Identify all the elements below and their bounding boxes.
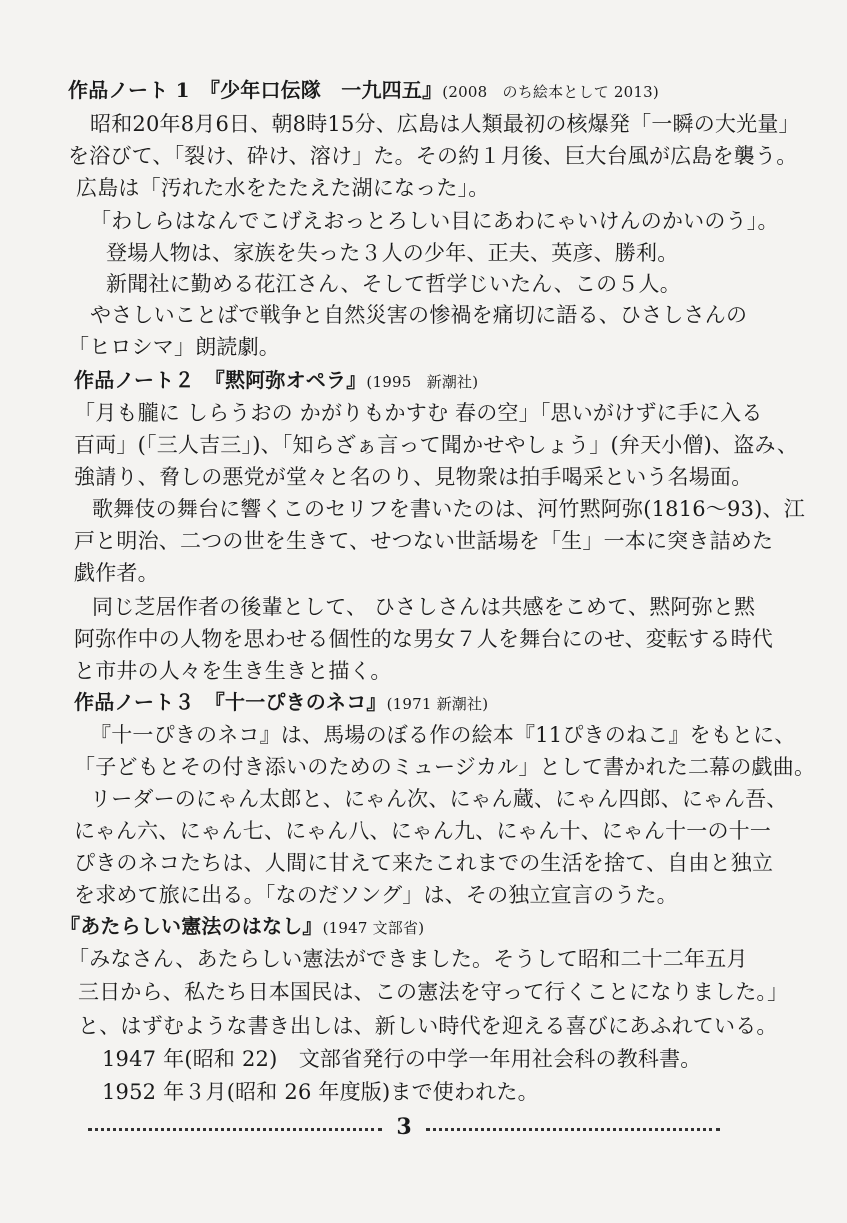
note-1-line: 広島は「汚れた水をたたえた湖になった」。 (76, 176, 490, 200)
note-2-line: 強請り、脅しの悪党が堂々と名のり、見物衆は拍手喝采という名場面。 (74, 465, 753, 489)
constitution-line: 1947 年(昭和 22) 文部省発行の中学一年用社会科の教科書。 (102, 1047, 702, 1071)
note-3-line: リーダーのにゃん太郎と、にゃん次、にゃん蔵、にゃん四郎、にゃん吾、 (90, 787, 788, 811)
note-3-line: を求めて旅に出る。「なのだソング」は、その独立宣言のうた。 (74, 883, 678, 907)
note-3-line: にゃん六、にゃん七、にゃん八、にゃん九、にゃん十、にゃん十一の十一 (74, 819, 772, 843)
constitution-line: と、はずむような書き出しは、新しい時代を迎える喜びにあふれている。 (78, 1014, 778, 1038)
note-1-heading (68, 76, 659, 106)
note-2-heading (74, 366, 478, 396)
note-1-line: 「わしらはなんでこげえおっとろしい目にあわにゃいけんのかいのう」。 (90, 209, 779, 233)
constitution-line: 三日から、私たち日本国民は、この憲法を守って行くことになりました。」 (78, 980, 789, 1004)
note-2-subtitle: (1995 新潮社) (366, 373, 479, 391)
constitution-heading (60, 912, 424, 942)
note-2-line: 同じ芝居作者の後輩として、 ひさしさんは共感をこめて、黙阿弥と黙 (92, 595, 756, 619)
footer-dotted-rule-left (88, 1128, 382, 1131)
note-3-heading (74, 688, 488, 718)
note-2-line: 百両」(「三人吉三」)、「知らざぁ言って聞かせやしょう」(弁天小僧)、盗み、 (74, 433, 799, 457)
constitution-line: 「みなさん、あたらしい憲法ができました。そうして昭和二十二年五月 (68, 947, 748, 971)
note-1-line: を浴びて、「裂け、砕け、溶け」た。その約１月後、巨大台風が広島を襲う。 (68, 144, 798, 168)
note-2-line: 歌舞伎の舞台に響くこのセリフを書いたのは、河竹黙阿弥(1816〜93)、江 (92, 497, 805, 521)
page-footer (88, 1112, 720, 1142)
note-2-line: 戸と明治、二つの世を生きて、せつない世話場を「生」一本に突き詰めた (74, 529, 774, 553)
note-3-line: ぴきのネコたちは、人間に甘えて来たこれまでの生活を捨て、自由と独立 (74, 851, 774, 875)
note-2-title: 作品ノート２ 『黙阿弥オペラ』 (74, 368, 367, 392)
note-1-line: 登場人物は、家族を失った３人の少年、正夫、英彦、勝利。 (106, 241, 679, 265)
constitution-line: 1952 年３月(昭和 26 年度版)まで使われた。 (102, 1080, 539, 1104)
page-number: 3 (396, 1114, 412, 1140)
constitution-title: 『あたらしい憲法のはなし』 (60, 914, 323, 938)
note-1-line: 「ヒロシマ」朗読劇。 (68, 335, 280, 359)
constitution-subtitle: (1947 文部省) (322, 919, 425, 937)
note-2-line: 戯作者。 (74, 561, 159, 585)
note-1-line: やさしいことばで戦争と自然災害の惨禍を痛切に語る、ひさしさんの (90, 303, 748, 327)
note-1-line: 昭和20年8月6日、朝8時15分、広島は人類最初の核爆発「一瞬の大光量」 (90, 112, 800, 136)
note-3-title: 作品ノート３ 『十一ぴきのネコ』 (74, 690, 387, 714)
note-2-line: 「月も朧に しらうおの かがりもかすむ 春の空」「思いがけずに手に入る (74, 401, 763, 425)
note-3-line: 「子どもとその付き添いのためのミュージカル」として書かれた二幕の戯曲。 (74, 755, 816, 779)
note-2-line: と市井の人々を生き生きと描く。 (74, 659, 392, 683)
note-2-line: 阿弥作中の人物を思わせる個性的な男女７人を舞台にのせ、変転する時代 (74, 627, 773, 651)
note-1-line: 新聞社に勤める花江さん、そして哲学じいたん、この５人。 (106, 272, 681, 296)
note-3-line: 『十一ぴきのネコ』は、馬場のぼる作の絵本『11ぴきのねこ』をもとに、 (90, 723, 796, 747)
note-3-subtitle: (1971 新潮社) (386, 695, 489, 713)
note-1-title: 作品ノート 1 『少年口伝隊 一九四五』 (68, 78, 443, 102)
note-1-subtitle: (2008 のち絵本として 2013) (442, 83, 659, 101)
footer-dotted-rule-right (426, 1128, 720, 1131)
